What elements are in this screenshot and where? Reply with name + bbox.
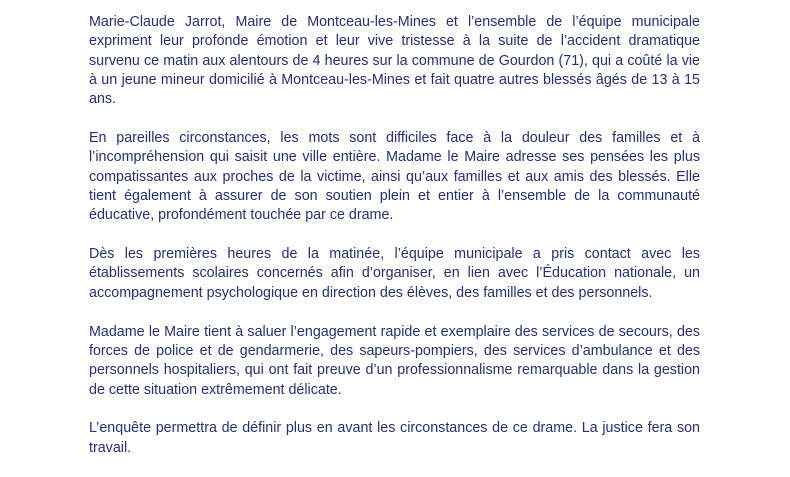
press-statement [89, 13, 700, 458]
paragraph-investigation: L’enquête permettra de définir plus en avant les circonstances de ce drame. La justice fera son travail. [89, 420, 700, 456]
paragraph-condolences-intro: Marie-Claude Jarrot, Maire de Montceau-les-Mines et l’ensemble de l’équipe municipale expriment leur profonde émotion et leur vive tristesse à la suite de l’accident dramatique survenu ce matin aux alentours de 4 heures sur la commune de Gourdon (71), qui a coûté la vie à un jeune mineur domicilié à Montceau-les-Mines et fait quatre autres blessés âgés de 13 à 15 ans. [89, 14, 700, 108]
paragraph-thanks-services: Madame le Maire tient à saluer l’engagement rapide et exemplaire des services de secours, des forces de police et de gendarmerie, des sapeurs-pompiers, des services d’ambulance et des personnels hospitaliers, qui ont fait preuve d’un professionnalisme remarquable dans la gestion de cette situation extrêmement délicate. [89, 323, 700, 398]
paragraph-mayor-thoughts: En pareilles circonstances, les mots sont difficiles face à la douleur des familles et à l’incompréhension qui saisit une ville entière. Madame le Maire adresse ses pensées les plus compatissantes aux proches de la victime, ainsi qu’aux familles et aux amis des blessés. Elle tient également à assurer de son soutien plein et entier à l’ensemble de la communauté éducative, profondément touchée par ce drame. [89, 130, 700, 224]
paragraph-psychological-support: Dès les premières heures de la matinée, l’équipe municipale a pris contact avec les établissements scolaires concernés afin d’organiser, en lien avec l’Éducation nationale, un accompagnement psychologique en direction des élèves, des familles et des personnels. [89, 246, 700, 301]
